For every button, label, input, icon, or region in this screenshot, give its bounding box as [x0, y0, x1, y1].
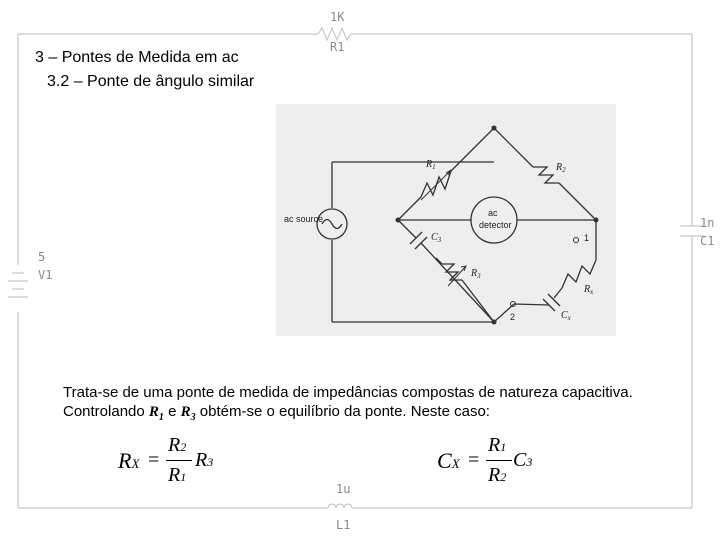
- formula-rx-eq: =: [148, 449, 160, 471]
- node-1-label: 1: [584, 233, 590, 243]
- c3-symbol: $C_3$: [431, 232, 442, 244]
- cx-symbol: $C_x$: [561, 310, 571, 322]
- r1-value-label: 1K: [330, 10, 345, 24]
- r1-inline: $R_1$: [148, 404, 164, 423]
- l1-value-label: 1u: [336, 482, 351, 496]
- v1-value-label: 5: [38, 250, 46, 264]
- formula-cx-eq: =: [468, 449, 480, 471]
- v1-name-label: V1: [38, 268, 53, 282]
- source-label: ac source: [284, 214, 324, 224]
- formula-cx-lhs: CX: [437, 448, 460, 473]
- node-right: [594, 218, 599, 223]
- r1-symbol: $R_1$: [426, 159, 436, 171]
- formula-rx-factor: R3: [195, 449, 214, 471]
- formula-rx-fraction-bar: [166, 460, 192, 461]
- slide-title: 3 – Pontes de Medida em ac: [35, 49, 239, 66]
- slide-subtitle: 3.2 – Ponte de ângulo similar: [47, 73, 255, 90]
- detector-label-1: ac: [488, 208, 498, 218]
- description-line-2: Controlando $R_1$ e $R_3$ obtém-se o equilíbrio da ponte. Neste caso:: [63, 403, 490, 423]
- description-text: [63, 383, 693, 427]
- c1-value-label: 1n: [700, 216, 715, 230]
- rx-symbol: $R_x$: [584, 284, 594, 296]
- formula-rx-denominator: R1: [168, 464, 187, 486]
- formula-rx-lhs: RX: [118, 448, 140, 473]
- bridge-circuit-figure: [276, 104, 616, 336]
- description-line-1: Trata-se de uma ponte de medida de impedâncias compostas de natureza capacitiva.: [63, 384, 633, 401]
- formula-cx-numerator: R1: [488, 434, 507, 456]
- node-top: [492, 126, 497, 131]
- l1-name-label: L1: [336, 518, 351, 532]
- formula-cx-factor: C3: [513, 449, 533, 471]
- r3-inline: $R_3$: [180, 404, 196, 423]
- c1-name-label: C1: [700, 234, 715, 248]
- r1-name-label: R1: [330, 40, 345, 54]
- node-2-label: 2: [510, 312, 516, 322]
- formula-cx-denominator: R2: [488, 464, 507, 486]
- node-left: [396, 218, 401, 223]
- r3-symbol: $R_3$: [471, 268, 481, 280]
- formula-rx-numerator: R2: [168, 434, 187, 456]
- detector-label-2: detector: [479, 220, 512, 230]
- node-bottom: [492, 320, 497, 325]
- formula-cx-fraction-bar: [486, 460, 512, 461]
- r2-symbol: $R_2$: [556, 162, 566, 174]
